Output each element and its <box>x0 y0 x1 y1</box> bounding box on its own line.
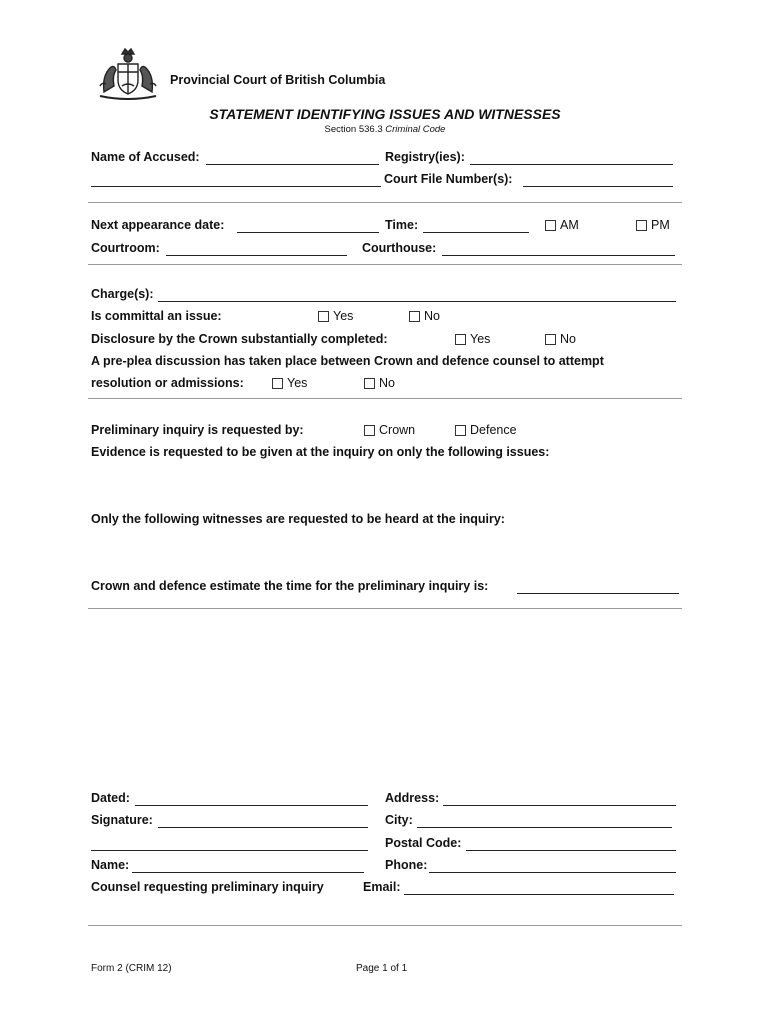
page-number: Page 1 of 1 <box>356 963 408 974</box>
phone-field[interactable] <box>429 872 676 873</box>
charges-field[interactable] <box>158 301 676 302</box>
court-file-label: Court File Number(s): <box>384 172 513 186</box>
pm-checkbox[interactable] <box>636 220 647 231</box>
committal-no-checkbox[interactable] <box>409 311 420 322</box>
defence-checkbox[interactable] <box>455 425 466 436</box>
form-title: STATEMENT IDENTIFYING ISSUES AND WITNESSES <box>209 106 561 122</box>
pm-label: PM <box>651 218 670 232</box>
crown-label: Crown <box>379 423 416 437</box>
defence-label: Defence <box>470 423 517 437</box>
city-label: City: <box>385 813 413 827</box>
committal-label: Is committal an issue: <box>91 309 222 323</box>
city-field[interactable] <box>417 827 672 828</box>
form-id: Form 2 (CRIM 12) <box>91 963 172 974</box>
court-crest-logo <box>96 46 160 102</box>
address-field[interactable] <box>443 805 676 806</box>
disclosure-yes-label: Yes <box>470 332 491 346</box>
accused-name-label: Name of Accused: <box>91 150 200 164</box>
courtroom-field[interactable] <box>166 255 347 256</box>
name-field[interactable] <box>132 872 364 873</box>
subtitle-act: Criminal Code <box>385 124 446 135</box>
email-field[interactable] <box>404 894 674 895</box>
crown-checkbox[interactable] <box>364 425 375 436</box>
counsel-caption: Counsel requesting preliminary inquiry <box>91 880 324 894</box>
court-name: Provincial Court of British Columbia <box>170 73 386 87</box>
am-checkbox[interactable] <box>545 220 556 231</box>
preplea-yes-label: Yes <box>287 376 308 390</box>
disclosure-no-label: No <box>560 332 576 346</box>
section-divider <box>88 398 682 399</box>
signature-label: Signature: <box>91 813 153 827</box>
time-label: Time: <box>385 218 419 232</box>
court-file-field[interactable] <box>523 186 673 187</box>
section-divider <box>88 925 682 926</box>
preplea-label-line2: resolution or admissions: <box>91 376 244 390</box>
next-appearance-field[interactable] <box>237 232 379 233</box>
registry-field[interactable] <box>470 164 673 165</box>
dated-field[interactable] <box>135 805 368 806</box>
preplea-yes-checkbox[interactable] <box>272 378 283 389</box>
requested-by-label: Preliminary inquiry is requested by: <box>91 423 304 437</box>
time-field[interactable] <box>423 232 529 233</box>
preplea-label: A pre-plea discussion has taken place between Crown and defence counsel to attempt <box>91 354 604 368</box>
courtroom-label: Courtroom: <box>91 241 160 255</box>
accused-name-field-line2[interactable] <box>91 186 381 187</box>
courthouse-field[interactable] <box>442 255 675 256</box>
charges-label: Charge(s): <box>91 287 154 301</box>
committal-no-label: No <box>424 309 440 323</box>
next-appearance-label: Next appearance date: <box>91 218 225 232</box>
committal-yes-label: Yes <box>333 309 354 323</box>
section-divider <box>88 202 682 203</box>
postal-code-field[interactable] <box>466 850 676 851</box>
disclosure-label: Disclosure by the Crown substantially completed: <box>91 332 388 346</box>
section-divider <box>88 608 682 609</box>
am-label: AM <box>560 218 579 232</box>
signature-field[interactable] <box>158 827 368 828</box>
address-label: Address: <box>385 791 440 805</box>
time-estimate-label: Crown and defence estimate the time for the preliminary inquiry is: <box>91 579 489 593</box>
preplea-no-checkbox[interactable] <box>364 378 375 389</box>
section-divider <box>88 264 682 265</box>
disclosure-no-checkbox[interactable] <box>545 334 556 345</box>
preplea-no-label: No <box>379 376 395 390</box>
accused-name-field[interactable] <box>206 164 379 165</box>
evidence-issues-label: Evidence is requested to be given at the inquiry on only the following issues: <box>91 445 550 459</box>
subtitle-section: Section 536.3 <box>324 124 386 135</box>
committal-yes-checkbox[interactable] <box>318 311 329 322</box>
postal-code-label: Postal Code: <box>385 836 462 850</box>
name-label: Name: <box>91 858 130 872</box>
registry-label: Registry(ies): <box>385 150 465 164</box>
phone-label: Phone: <box>385 858 428 872</box>
signature-field-line2[interactable] <box>91 850 368 851</box>
courthouse-label: Courthouse: <box>362 241 437 255</box>
time-estimate-field[interactable] <box>517 593 679 594</box>
email-label: Email: <box>363 880 401 894</box>
disclosure-yes-checkbox[interactable] <box>455 334 466 345</box>
form-subtitle <box>0 124 770 135</box>
dated-label: Dated: <box>91 791 130 805</box>
witnesses-label: Only the following witnesses are requested to be heard at the inquiry: <box>91 512 505 526</box>
